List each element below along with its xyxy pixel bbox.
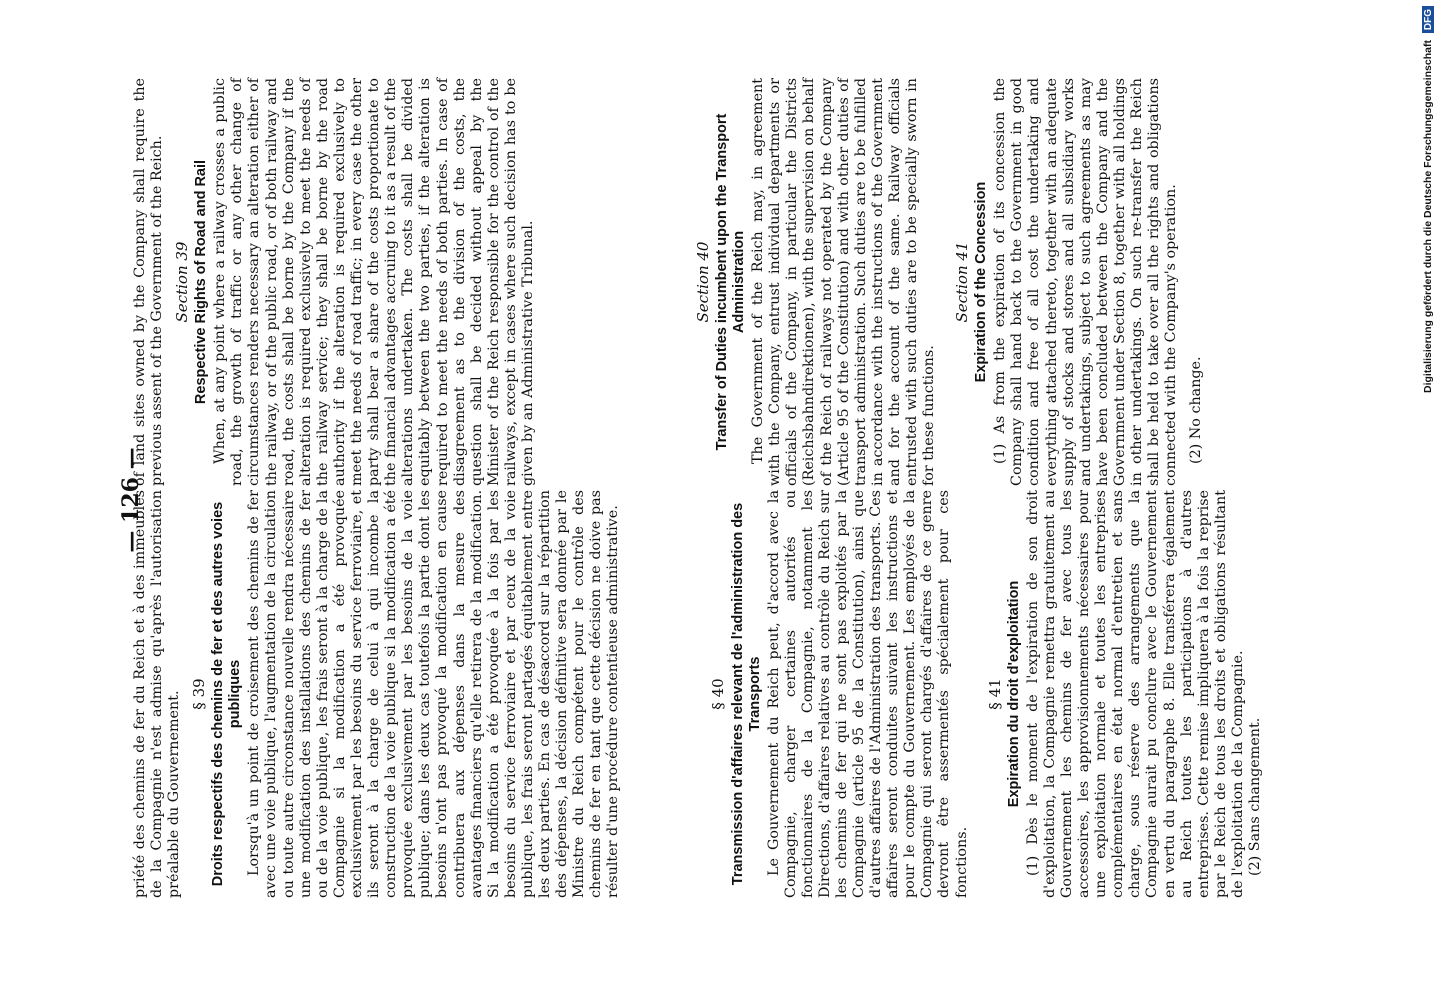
french-section-41-title: Expiration du droit d'exploitation bbox=[1005, 580, 1022, 808]
french-column bbox=[132, 490, 1264, 898]
english-section-41-title: Expiration of the Concession bbox=[973, 181, 990, 383]
french-section-40-number: § 40 bbox=[709, 678, 728, 710]
french-section-40-title: Transmission d'affaires relevant de l'administration des Transports bbox=[729, 502, 763, 886]
french-section-41-number: § 41 bbox=[985, 678, 1004, 710]
french-intro: priété des chemins de fer du Reich et à des immeubles de la Compagnie n'est admise qu'après l'autorisation préalable du Gouvernement. bbox=[132, 490, 183, 898]
page-number: — 126 — bbox=[118, 447, 144, 553]
english-section-40-text: The Government of the Reich may, in agreement with the Company, entrust individual departments or officials of the Company, in particular the Districts (Reichsbahndirektionen), with the supervision on behalf of the Reich of railways not operated by the Company (Article 95 of the Constitution) and with other duties of transport administration. Such duties are to be fulfilled in accordance with the instructions of the Government and for the account of the same. Railway officials entrusted with such duties are to be specially sworn in for these functions. bbox=[750, 78, 938, 486]
english-section-41-text-1: (1) As from the expiration of its concession the Company shall hand back to the Government in good condition and free of all cost the undertaking and everything attached thereto, together with an adequate supply of stocks and stores and all subsidiary works and undertakings, subject to such agreements as may have been concluded between the Company and the Government under Section 8, together with all holdings in other undertakings. On such re-transfer the Reich shall be held to take over all the rights and obligations connected with the Company's operation. bbox=[992, 78, 1180, 486]
dfg-logo: DFG bbox=[1422, 6, 1434, 33]
french-section-40-text: Le Gouvernement du Reich peut, d'accord avec la Compagnie, charger certaines autorités ou fonctionnaires de la Compagnie, notamment les Directions, d'affaires relatives au contrôle du Reich sur les chemins de fer qui ne sont pas exploités par la Compagnie (article 95 de la Constitution), ainsi que d'autres affaires de l'Administration des transports. Ces affaires seront conduites suivant les instructions et pour le compte du Gouvernement. Les employés de la Compagnie qui seront chargés d'affaires de ce genre devront être assermentés spécialement pour ces fonctions. bbox=[765, 490, 970, 898]
english-intro: of land sites owned by the Company shall require the previous assent of the Government of the Reich. bbox=[132, 78, 166, 486]
french-section-39-number: § 39 bbox=[190, 678, 209, 710]
french-section-39-text: Lorsqu'à un point de croisement des chemins de fer avec une voie publique, l'augmentation de la circulation ou toute autre circonstance nouvelle rendra nécessaire une modification des installations des chemins de fer ou de la voie publique, les frais seront à la charge de la Compagnie si la modification a été provoquée exclusivement par les besoins du service ferroviaire, et ils seront à la charge de celui à qui incombe la construction de la voie publique si la modification a été provoquée exclusivement par les besoins de la voie publique; dans les deux cas toutefois la partie dont les besoins n'ont pas provoqué la modification en cause contribuera aux dépenses dans la mesure des avantages financiers qu'elle retirera de la modification. Si la modification a été provoquée à la fois par les besoins du service ferroviaire et par ceux de la voie publique, les frais seront partagés équitablement entre les deux parties. En cas de désaccord sur la répartition des dépenses, la décision définitive sera donnée par le Ministre du Reich compétent pour le contrôle des chemins de fer en tant que cette décision ne doive pas résulter d'une procédure contentieuse administrative. bbox=[246, 490, 622, 898]
english-section-41-number: Section 41 bbox=[953, 241, 972, 323]
english-section-39-number: Section 39 bbox=[173, 241, 192, 323]
english-section-39-title: Respective Rights of Road and Rail bbox=[193, 159, 210, 405]
french-section-41-text-1: (1) Dès le moment de l'expiration de son droit d'exploitation, la Compagnie remettra gratuitement au Gouvernement les chemins de fer avec tous les accessoires, les approvisionnements nécessaires pour une exploitation normale et toutes les entreprises complémentaires en état normal d'entretien et sans charge, sous réserve des arrangements que la Compagnie aurait pu conclure avec le Gouvernement en vertu du paragraphe 8. Elle transférera également au Reich toutes les participations à d'autres entreprises. Cette remise impliquera à la fois la reprise par le Reich de tous les droits et obligations résultant de l'exploitation de la Compagnie. bbox=[1024, 490, 1246, 898]
digitization-credit bbox=[1421, 6, 1434, 996]
english-section-40-number: Section 40 bbox=[694, 241, 713, 323]
english-section-40-title: Transfer of Duties incumbent upon the Transport Administration bbox=[714, 113, 748, 451]
english-column bbox=[132, 78, 1205, 486]
french-section-39-title: Droits respectifs des chemins de fer et des autres voies publiques bbox=[210, 501, 244, 887]
credit-text: Digitalisierung gefördert durch die Deutsche Forschungsgemeinschaft bbox=[1422, 40, 1434, 394]
english-section-39-text: When, at any point where a railway crosses a public road, the growth of traffic or any other change of circumstances renders necessary an alteration either of the railway, or of the public road, or of both railway and road, the costs shall be borne by the Company if the alteration is required exclusively to meet the needs of the railway service; they shall be borne by the road authority if the alteration is required exclusively to meet the needs of road traffic; in every case the other party shall bear a share of the costs proportionate to the financial advantages accruing to it as a result of the alterations undertaken. The costs shall be divided equitably between the two parties, if the alteration is required to meet the needs of both parties. In case of disagreement as to the division of the costs, the question shall be decided without appeal by the Minister of the Reich responsible for the control of the railways, except in cases where such decision has to be given by an Administrative Tribunal. bbox=[212, 78, 536, 486]
english-section-41-text-2: (2) No change. bbox=[1188, 356, 1205, 464]
french-section-41-text-2: (2) Sans changement. bbox=[1246, 717, 1263, 876]
